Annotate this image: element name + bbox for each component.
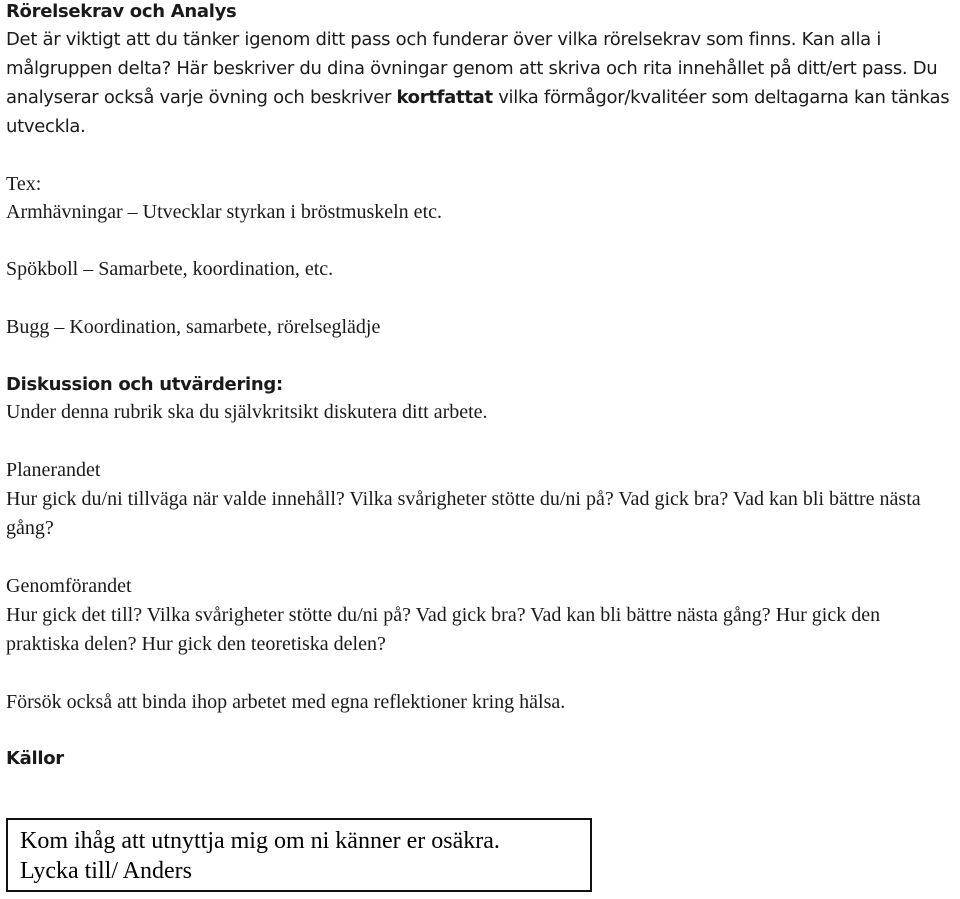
reflection-text: Försök också att binda ihop arbetet med egna reflektioner kring hälsa. bbox=[6, 691, 566, 713]
heading-discussion: Diskussion och utvärdering: bbox=[6, 374, 283, 395]
intro-bold-word: kortfattat bbox=[396, 87, 493, 108]
example-item: Spökboll – Samarbete, koordination, etc. bbox=[6, 258, 334, 280]
example-label: Tex: bbox=[6, 173, 42, 195]
example-item: Armhävningar – Utvecklar styrkan i bröstmuskeln etc. bbox=[6, 201, 442, 223]
execution-title: Genomförandet bbox=[6, 575, 132, 597]
heading-analysis: Rörelsekrav och Analys bbox=[6, 1, 237, 22]
example-item: Bugg – Koordination, samarbete, rörelseglädje bbox=[6, 316, 381, 338]
intro-text-1: Det är viktigt att du tänker igenom ditt pass och funderar över vilka rörelsekrav som finns. Kan alla i målgruppen delta? Här beskriver du dina övningar genom att skriva och rita innehållet på ditt/ert pass. Du analyserar också varje övning och beskriver bbox=[6, 29, 938, 108]
planning-text: Hur gick du/ni tillväga när valde innehåll? Vilka svårigheter stötte du/ni på? Vad gick bra? Vad kan bli bättre nästa gång? bbox=[6, 488, 921, 539]
intro-paragraph bbox=[6, 25, 951, 141]
note-line: Lycka till/ Anders bbox=[20, 858, 192, 884]
note-box bbox=[6, 818, 592, 892]
note-line: Kom ihåg att utnyttja mig om ni känner er osäkra. bbox=[20, 828, 500, 854]
execution-text: Hur gick det till? Vilka svårigheter stötte du/ni på? Vad gick bra? Vad kan bli bättre nästa gång? Hur gick den praktiska delen? Hur gick den teoretiska delen? bbox=[6, 604, 881, 655]
planning-title: Planerandet bbox=[6, 459, 101, 481]
heading-sources: Källor bbox=[6, 748, 64, 769]
discussion-intro: Under denna rubrik ska du självkritsikt diskutera ditt arbete. bbox=[6, 401, 488, 423]
intro-text-2: vilka förmågor/kvalitéer som deltagarna kan tänkas utveckla. bbox=[6, 87, 950, 137]
